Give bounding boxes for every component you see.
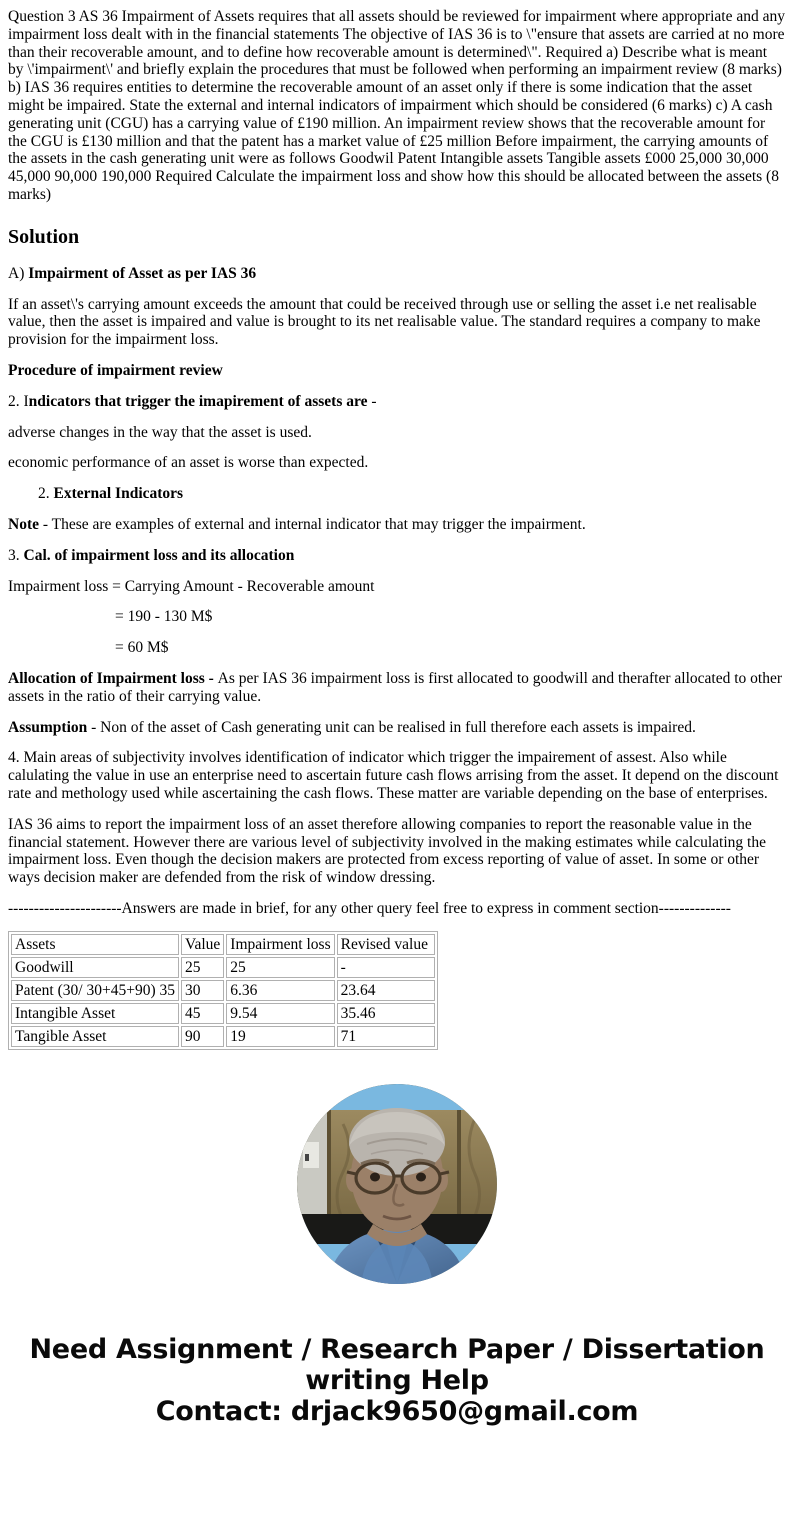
solution-heading: Solution [8, 225, 80, 248]
indicators-number: 2. [8, 392, 24, 410]
avatar [297, 1084, 497, 1284]
table-row [11, 1003, 435, 1024]
table-cell-loss: 6.36 [226, 980, 334, 1001]
table-cell-revised: 71 [337, 1026, 435, 1047]
indicator-adverse-changes: adverse changes in the way that the asset is used. [8, 423, 312, 441]
table-cell-revised: 23.64 [337, 980, 435, 1001]
calculation-heading [8, 547, 786, 565]
table-cell-value: 90 [181, 1026, 224, 1047]
assumption-paragraph [8, 719, 786, 737]
definition-paragraph: If an asset\'s carrying amount exceeds the amount that could be received through use or selling the asset i.e net realisable value, then the asset is impaired and value is brought to its net realisable value. The standard requires a company to make provision for the impairment loss. [8, 295, 761, 349]
table-cell-asset: Tangible Asset [11, 1026, 179, 1047]
table-row [11, 980, 435, 1001]
table-cell-value: 45 [181, 1003, 224, 1024]
allocation-paragraph [8, 670, 786, 706]
tutor-portrait-image [297, 1084, 497, 1284]
assumption-label: Assumption [8, 718, 88, 736]
subjectivity-paragraph: 4. Main areas of subjectivity involves identification of indicator which trigger the impairement of assest. Also while calulating the value in use an enterprise need to ascertain future cash flows arrising from the asset. It depend on the discount rate and methology used while ascertaining the cash flows. These matter are variable depending on the base of enterprises. [8, 749, 779, 802]
document-page [0, 8, 794, 1427]
allocation-label: Allocation of Impairment loss - [8, 669, 218, 687]
table-header-row [11, 934, 435, 955]
table-cell-revised: 35.46 [337, 1003, 435, 1024]
conclusion-paragraph: IAS 36 aims to report the impairment loss of an asset therefore allowing companies to report the reasonable value in the financial statement. However there are various level of subjectivity involved in the making estimates while calculating the impairment loss. Even though the decision makers are protected from excess reporting of value of asset. In some or other ways decision maker are defended from the risk of window dressing. [8, 815, 766, 887]
avatar-container [8, 1084, 786, 1284]
promo-line-1: Need Assignment / Research Paper / Dissertation [29, 1333, 765, 1365]
promo-line-2: writing Help [305, 1364, 489, 1396]
external-indicators-title: External Indicators [53, 485, 184, 503]
assumption-text: - Non of the asset of Cash generating unit can be realised in full therefore each assets is impaired. [87, 718, 696, 736]
calculation-number: 3. [8, 546, 24, 564]
signoff-line: ----------------------Answers are made in brief, for any other query feel free to express in comment section-------------- [8, 899, 731, 917]
table-body [11, 934, 435, 1047]
table-cell-loss: 19 [226, 1026, 334, 1047]
table-cell-value: 25 [181, 957, 224, 978]
table-cell-loss: 9.54 [226, 1003, 334, 1024]
table-header-revised-value: Revised value [337, 934, 435, 955]
note-text: - These are examples of external and internal indicator that may trigger the impairment. [39, 515, 586, 533]
indicators-suffix: - [367, 392, 377, 410]
indicator-economic-performance: economic performance of an asset is worse than expected. [8, 454, 369, 472]
impairment-formula: Impairment loss = Carrying Amount - Recoverable amount [8, 577, 375, 595]
question-text: Question 3 AS 36 Impairment of Assets requires that all assets should be reviewed for impairment where appropriate and any impairment loss dealt with in the financial statements The objective of IAS 36 is to \"ensure that assets are carried at no more than their recoverable amount, and to define how recoverable amount is determined\". Required a) Describe what is meant by \'impairment\' and briefly explain the procedures that must be followed when performing an impairment review (8 marks) b) IAS 36 requires entities to determine the recoverable amount of an asset only if there is some indication that the asset might be impaired. State the external and internal indicators of impairment which should be considered (6 marks) c) A cash generating unit (CGU) has a carrying value of £190 million. An impairment review shows that the recoverable amount for the CGU is £130 million and that the patent has a market value of £25 million Before impairment, the carrying amounts of the assets in the cash generating unit were as follows Goodwil Patent Intangible assets Tangible assets £000 25,000 30,000 45,000 90,000 190,000 Required Calculate the impairment loss and show how this should be allocated between the assets (8 marks) [8, 8, 785, 203]
table-cell-value: 30 [181, 980, 224, 1001]
external-indicators-heading [38, 485, 786, 503]
impairment-formula-step-2: = 60 M$ [115, 639, 169, 657]
part-a-heading [8, 265, 786, 283]
calculation-title: Cal. of impairment loss and its allocation [23, 546, 295, 564]
promo-line-3: Contact: drjack9650@gmail.com [155, 1395, 639, 1427]
note-line [8, 516, 786, 534]
indicators-title: ndicators that trigger the imapirement of assets are [28, 392, 368, 410]
table-header-impairment-loss: Impairment loss [226, 934, 334, 955]
external-indicators-number: 2. [38, 485, 54, 503]
table-row [11, 1026, 435, 1047]
table-cell-asset: Intangible Asset [11, 1003, 179, 1024]
note-label: Note [8, 515, 39, 533]
indicators-heading [8, 393, 786, 411]
indicators-lead: I [23, 392, 29, 410]
table-cell-asset: Goodwill [11, 957, 179, 978]
part-a-title: Impairment of Asset as per IAS 36 [28, 264, 257, 282]
promo-block [8, 1334, 786, 1427]
table-header-value: Value [181, 934, 224, 955]
procedure-heading: Procedure of impairment review [8, 361, 223, 379]
allocation-text: As per IAS 36 impairment loss is first allocated to goodwill and therafter allocated to other assets in the ratio of their carrying value. [8, 669, 782, 705]
table-cell-revised: - [337, 957, 435, 978]
table-cell-asset: Patent (30/ 30+45+90) 35 [11, 980, 179, 1001]
part-a-prefix: A) [8, 264, 29, 282]
impairment-allocation-table [8, 931, 438, 1050]
table-row [11, 957, 435, 978]
table-header-assets: Assets [11, 934, 179, 955]
impairment-formula-step-1: = 190 - 130 M$ [115, 608, 213, 626]
table-cell-loss: 25 [226, 957, 334, 978]
